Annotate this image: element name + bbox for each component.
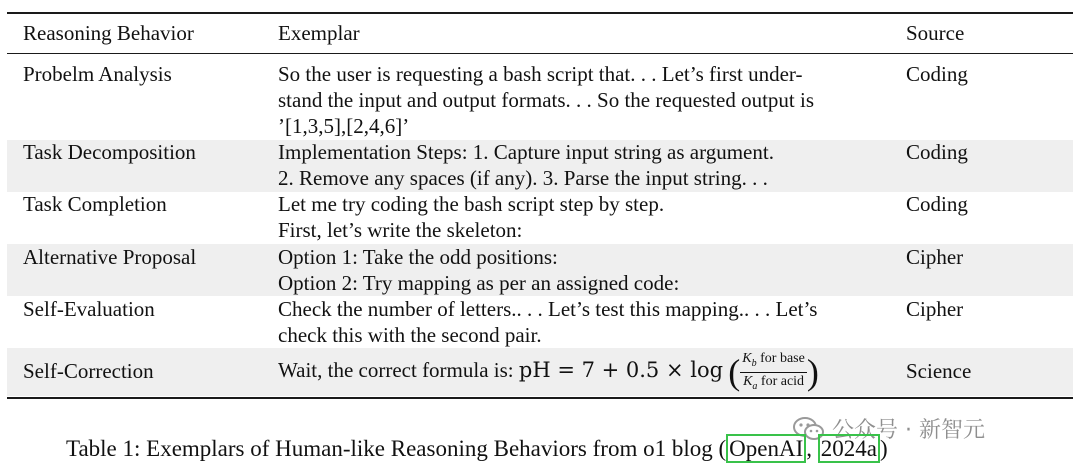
row-exemplar-line: Option 1: Take the odd positions: [278,245,558,269]
row-exemplar-line: So the user is requesting a bash script that. . . Let’s first under- [278,62,803,86]
citation-link-year[interactable]: 2024a [818,434,880,463]
table-caption [66,435,888,463]
row-source: Coding [906,140,968,164]
table-bottom-rule [7,397,1073,399]
formula-fraction [740,350,807,395]
row-exemplar-line: Implementation Steps: 1. Capture input string as argument. [278,140,774,164]
table-header-rule [7,53,1073,54]
watermark-text: 公众号 · 新智元 [832,418,985,443]
row-exemplar-line: First, let’s write the skeleton: [278,218,523,242]
formula-prefix: Wait, the correct formula is: [278,358,519,382]
caption-text: Table 1: Exemplars of Human-like Reasoning Behaviors from o1 blog ( [66,436,727,461]
row-exemplar-line: Let me try coding the bash script step by step. [278,192,665,216]
row-source: Coding [906,62,968,86]
row-exemplar-line: check this with the second pair. [278,323,542,347]
right-paren: ) [806,352,819,393]
header-reasoning-behavior: Reasoning Behavior [23,21,194,45]
caption-separator: , [806,436,818,461]
row-exemplar-formula [278,346,819,394]
left-paren: ( [728,352,741,393]
row-source: Cipher [906,245,964,269]
header-source: Source [906,21,965,45]
fraction-denominator: $K_a$ for acid [743,373,805,392]
row-behavior: Self-Evaluation [23,297,155,321]
row-behavior: Alternative Proposal [23,245,197,269]
row-behavior: Probelm Analysis [23,62,172,86]
fraction-numerator: $K_b$ for base [740,350,807,373]
row-source: Cipher [906,297,964,321]
row-exemplar-line: Option 2: Try mapping as per an assigned code: [278,271,680,295]
citation-link-author[interactable]: OpenAI [726,434,806,463]
table-top-rule [7,12,1073,14]
row-exemplar-line: 2. Remove any spaces (if any). 3. Parse the input string. . . [278,166,768,190]
row-exemplar-line: stand the input and output formats. . . So the requested output is [278,88,815,112]
row-source: Coding [906,192,968,216]
row-behavior: Task Decomposition [23,140,196,164]
caption-close: ) [879,436,888,461]
header-exemplar: Exemplar [278,21,360,45]
formula-lhs: pH = 7 + 0.5 × log [518,358,724,382]
row-exemplar-line: ’[1,3,5],[2,4,6]’ [278,114,410,138]
row-source: Science [906,359,972,383]
row-behavior: Task Completion [23,192,167,216]
row-behavior: Self-Correction [23,359,154,383]
row-exemplar-line: Check the number of letters.. . . Let’s test this mapping.. . . Let’s [278,297,818,321]
